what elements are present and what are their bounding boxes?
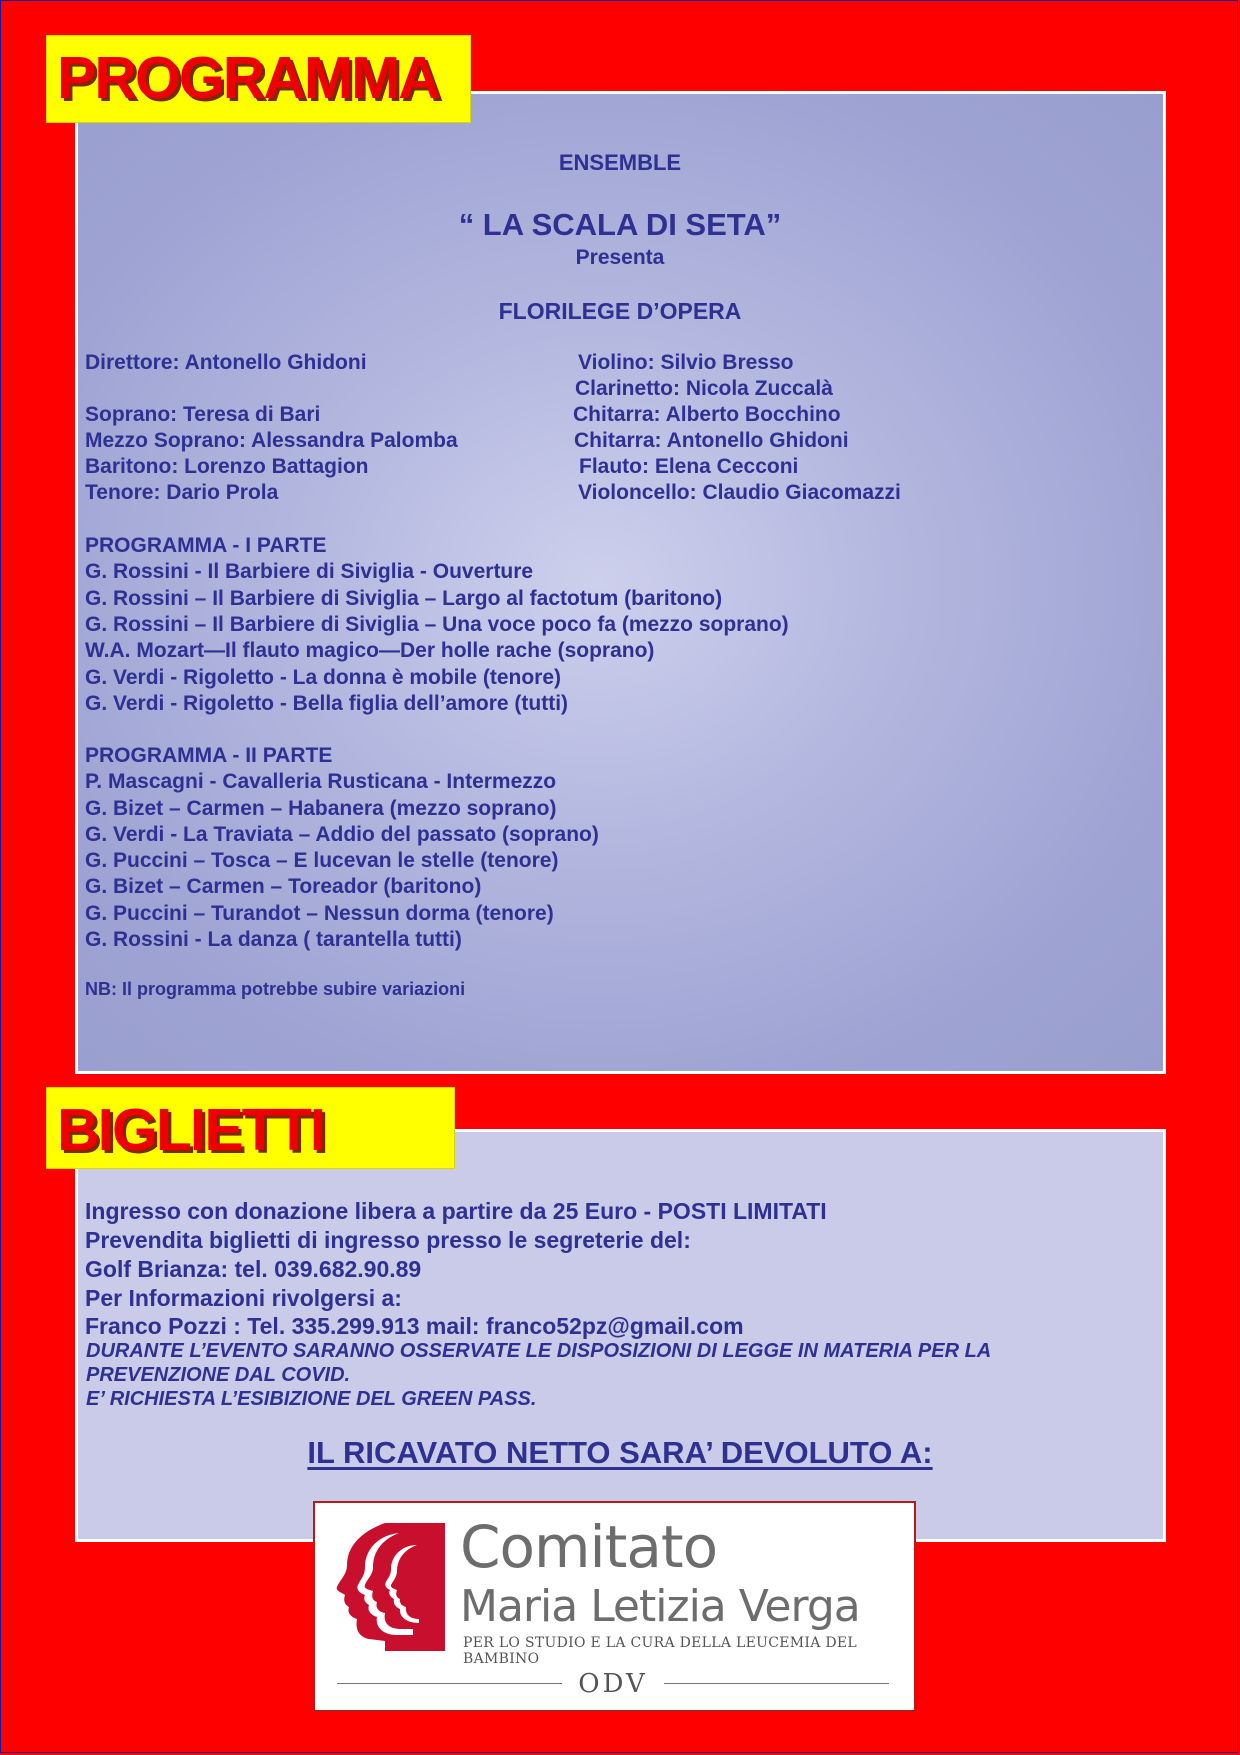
performer-clarinetto: Clarinetto: Nicola Zuccalà [575,377,833,400]
program-note: NB: Il programma potrebbe subire variazioni [85,979,466,999]
part2-item: G. Bizet – Carmen – Habanera (mezzo soprano) [85,797,557,820]
ensemble-label: ENSEMBLE [558,150,682,175]
tickets-line-5: Franco Pozzi : Tel. 335.299.913 mail: franco52pz@gmail.com [85,1313,744,1339]
logo-odv-text: ODV [578,1669,648,1699]
performer-chitarra-1: Chitarra: Alberto Bocchino [573,403,841,426]
tickets-line-1: Ingresso con donazione libera a partire da 25 Euro - POSTI LIMITATI [85,1198,827,1224]
part1-heading: PROGRAMMA - I PARTE [85,534,327,557]
part1-item: G. Verdi - Rigoletto - La donna è mobile (tenore) [85,666,562,689]
biglietti-heading-box [46,1087,455,1169]
part1-item: G. Rossini – Il Barbiere di Siviglia – Una voce poco fa (mezzo soprano) [85,613,789,636]
performer-violoncello: Violoncello: Claudio Giacomazzi [578,481,901,504]
part2-item: G. Rossini - La danza ( tarantella tutti) [85,928,462,951]
programma-heading: PROGRAMMA [57,45,439,111]
comitato-logo [313,1501,916,1712]
part2-heading: PROGRAMMA - II PARTE [85,744,333,767]
part2-item: G. Verdi - La Traviata – Addio del passato (soprano) [85,823,599,846]
tickets-line-4: Per Informazioni rivolgersi a: [85,1285,402,1311]
programma-heading-box [46,35,471,123]
covid-notice-2: PREVENZIONE DAL COVID. [86,1364,351,1386]
part1-item: G. Verdi - Rigoletto - Bella figlia dell’amore (tutti) [85,692,569,715]
logo-name-text: Maria Letizia Verga [460,1581,860,1632]
logo-tagline: PER LO STUDIO E LA CURA DELLA LEUCEMIA DEL BAMBINO [463,1635,858,1667]
part2-item: P. Mascagni - Cavalleria Rusticana - Intermezzo [85,770,557,793]
covid-notice-1: DURANTE L’EVENTO SARANNO OSSERVATE LE DISPOSIZIONI DI LEGGE IN MATERIA PER LA [86,1340,992,1362]
ensemble-name: “ LA SCALA DI SETA” [458,207,782,242]
performer-direttore: Direttore: Antonello Ghidoni [85,351,367,374]
part1-item: W.A. Mozart—Il flauto magico—Der holle rache (soprano) [85,639,655,662]
biglietti-heading: BIGLIETTI [57,1097,325,1163]
part2-item: G. Bizet – Carmen – Toreador (baritono) [85,875,482,898]
logo-divider-right [664,1683,889,1684]
performer-mezzo-soprano: Mezzo Soprano: Alessandra Palomba [85,429,458,452]
performer-violino: Violino: Silvio Bresso [578,351,794,374]
tickets-line-2: Prevendita biglietti di ingresso presso le segreterie del: [85,1227,691,1253]
part1-item: G. Rossini - Il Barbiere di Siviglia - Ouverture [85,560,534,583]
performer-flauto: Flauto: Elena Cecconi [579,455,799,478]
performer-soprano: Soprano: Teresa di Bari [85,403,321,426]
logo-divider-left [337,1683,562,1684]
faces-silhouette-logo-icon [333,1523,445,1653]
part2-item: G. Puccini – Turandot – Nessun dorma (tenore) [85,902,554,925]
devoluto-heading: IL RICAVATO NETTO SARA’ DEVOLUTO A: [307,1435,933,1470]
performer-baritono: Baritono: Lorenzo Battagion [85,455,369,478]
part1-item: G. Rossini – Il Barbiere di Siviglia – Largo al factotum (baritono) [85,587,723,610]
covid-notice-3: E’ RICHIESTA L’ESIBIZIONE DEL GREEN PASS. [86,1388,537,1410]
tickets-line-3: Golf Brianza: tel. 039.682.90.89 [85,1256,422,1282]
performer-chitarra-2: Chitarra: Antonello Ghidoni [574,429,849,452]
concert-title: FLORILEGE D’OPERA [498,298,742,324]
performer-tenore: Tenore: Dario Prola [85,481,279,504]
presenta-label: Presenta [575,246,665,269]
logo-comitato-text: Comitato [460,1513,718,1581]
part2-item: G. Puccini – Tosca – E lucevan le stelle (tenore) [85,849,559,872]
